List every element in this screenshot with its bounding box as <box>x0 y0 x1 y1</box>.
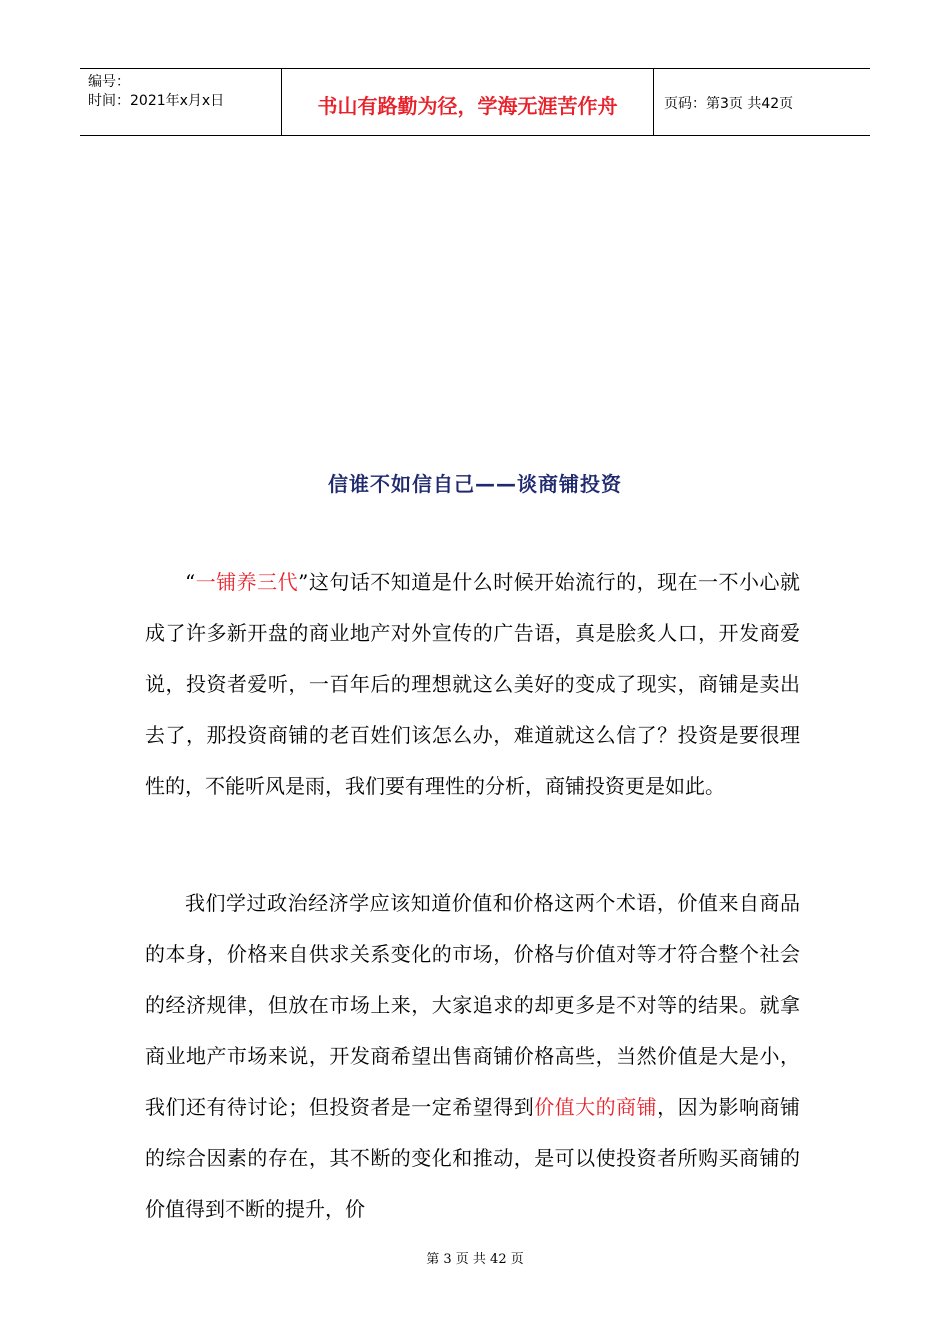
paragraph-2-text-after: ，因为影响商铺的综合因素的存在，其不断的变化和推动，是可以使投资者所购买商铺的价值得到不断的提升，价 <box>145 1095 801 1221</box>
paragraph-2 <box>145 878 800 1235</box>
open-quote: “ <box>185 570 196 594</box>
header-meta <box>80 69 282 135</box>
paragraph-1-text: ”这句话不知道是什么时候开始流行的，现在一不小心就成了许多新开盘的商业地产对外宣传的广告语，真是脍炙人口，开发商爱说，投资者爱听，一百年后的理想就这么美好的变成了现实，商铺是卖出去了，那投资商铺的老百姓们该怎么办，难道就这么信了？投资是要很理性的，不能听风是雨，我们要有理性的分析，商铺投资更是如此。 <box>145 570 800 798</box>
highlight-phrase: 一铺养三代 <box>195 570 299 594</box>
article-title: 信谁不如信自己——谈商铺投资 <box>328 472 622 496</box>
header-page-info: 页码：第3页 共42页 <box>664 96 794 112</box>
paragraph-1 <box>145 557 800 812</box>
paragraph-2-text-before: 我们学过政治经济学应该知道价值和价格这两个术语，价值来自商品的本身，价格来自供求关系变化的市场，价格与价值对等才符合整个社会的经济规律，但放在市场上来，大家追求的却更多是不对等的结果。就拿商业地产市场来说，开发商希望出售商铺价格高些，当然价值是大是小，我们还有待讨论；但投资者是一定希望得到 <box>145 891 800 1119</box>
time-label: 时间：2021年x月x日 <box>88 93 225 109</box>
page-header <box>80 68 870 136</box>
page-footer: 第 3 页 共 42 页 <box>426 1252 524 1267</box>
header-motto: 书山有路勤为径，学海无涯苦作舟 <box>282 69 654 135</box>
highlight-phrase: 价值大的商铺 <box>534 1095 658 1119</box>
number-label: 编号： <box>88 74 130 90</box>
